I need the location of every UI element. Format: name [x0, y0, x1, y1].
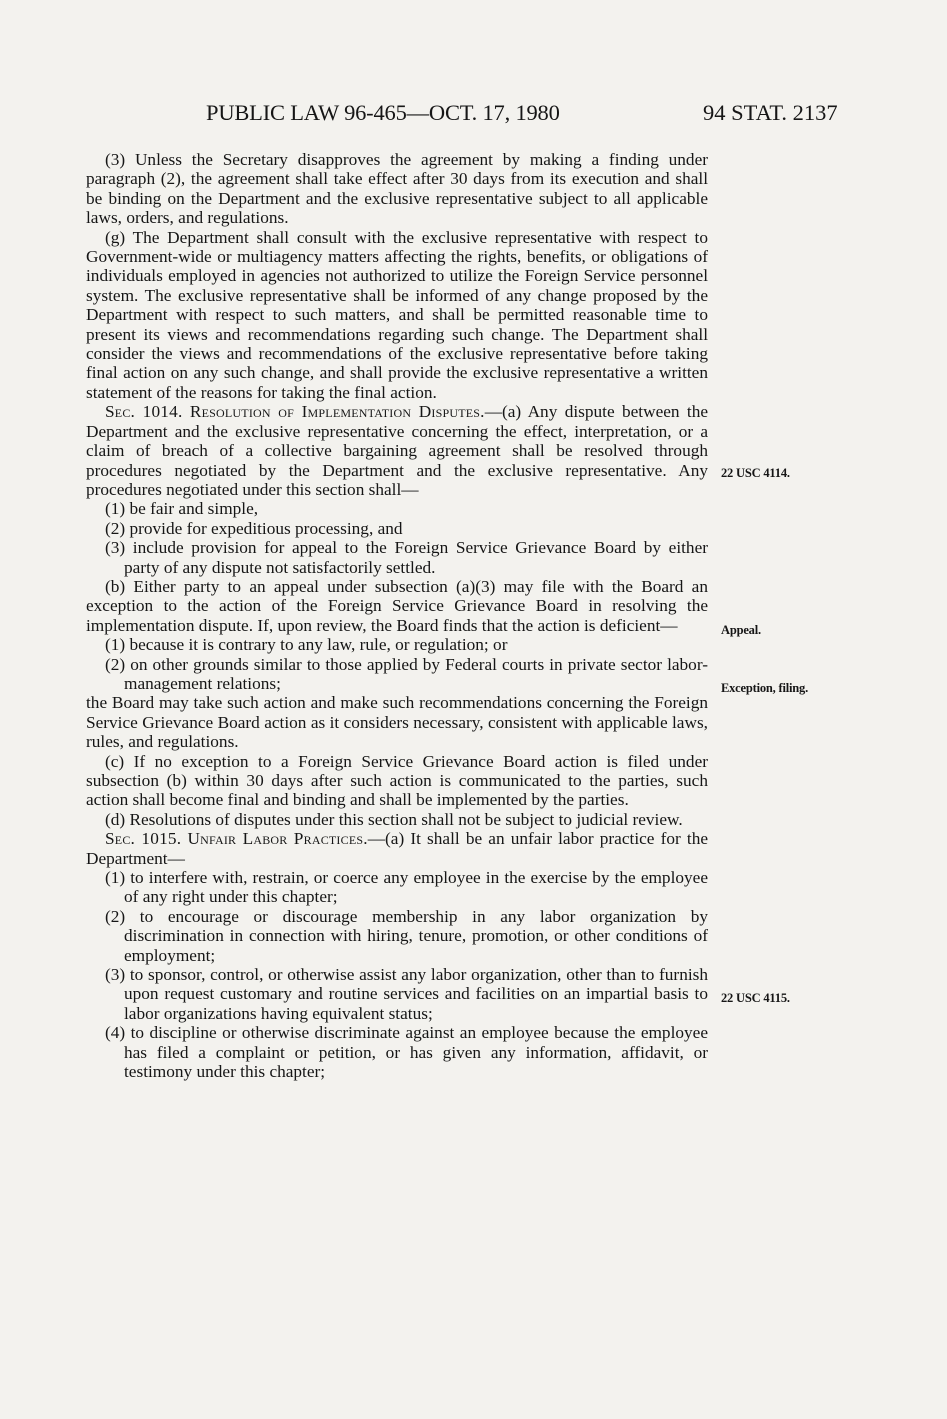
- paragraph-c: (c) If no exception to a Foreign Service Grievance Board action is filed under subsection (b) within 30 days after such action is communicated to the parties, such action shall become final and binding and shall be implemented by the parties.: [86, 751, 708, 810]
- section-1014: [86, 402, 708, 499]
- section-label: Sec. 1015.: [105, 829, 182, 849]
- margin-note-exception: Exception, filing.: [721, 681, 809, 695]
- list-item: (2) provide for expeditious processing, and: [105, 518, 403, 538]
- section-1015: [86, 829, 708, 868]
- section-heading: Unfair Labor Practices.: [187, 829, 368, 849]
- list-item: (3) to sponsor, control, or otherwise assist any labor organization, other than to furnish upon request customary and routine services and facilities on an impartial basis to labor organizations having equivalent status;: [105, 965, 708, 1023]
- paragraph-d: (d) Resolutions of disputes under this section shall not be subject to judicial review.: [105, 809, 683, 829]
- list-item: (2) on other grounds similar to those applied by Federal courts in private sector labor-management relations;: [105, 654, 708, 693]
- page-citation: 94 STAT. 2137: [703, 100, 838, 125]
- list-item: (4) to discipline or otherwise discriminate against an employee because the employee has filed a complaint or petition, or has given any information, affidavit, or testimony under this chapter;: [105, 1023, 708, 1082]
- paragraph-f3: (3) Unless the Secretary disapproves the agreement by making a finding under paragraph (2), the agreement shall take effect after 30 days from its execution and shall be binding on the Department and the exclusive representative subject to all applicable laws, orders, and regulations.: [86, 150, 708, 228]
- section-text: —(a) Any dispute between the Department and the exclusive representative concerning the effect, interpretation, or a claim of breach of a collective bargaining agreement shall be resolved through procedures negotiated by the Department and the exclusive representative. Any procedures negotiated under this section shall—: [86, 402, 709, 499]
- paragraph-b: (b) Either party to an appeal under subsection (a)(3) may file with the Board an exception to the action of the Foreign Service Grievance Board in resolving the implementation dispute. If, upon review, the Board finds that the action is deficient—: [86, 576, 708, 635]
- list-item: (3) include provision for appeal to the Foreign Service Grievance Board by either party of any dispute not satisfactorily settled.: [105, 538, 708, 577]
- margin-note-usc-4114: 22 USC 4114.: [721, 466, 790, 480]
- list-item: (1) because it is contrary to any law, rule, or regulation; or: [105, 635, 508, 655]
- list-item: (1) to interfere with, restrain, or coerce any employee in the exercise by the employee of any right under this chapter;: [105, 868, 708, 907]
- section-label: Sec. 1014.: [105, 402, 183, 422]
- paragraph-b-continuation: the Board may take such action and make such recommendations concerning the Foreign Service Grievance Board action as it considers necessary, consistent with applicable laws, rules, and regulations.: [86, 693, 708, 752]
- list-item: (2) to encourage or discourage membership in any labor organization by discrimination in connection with hiring, tenure, promotion, or other conditions of employment;: [105, 906, 708, 965]
- margin-note-usc-4115: 22 USC 4115.: [721, 991, 790, 1005]
- section-heading: Resolution of Implementation Disputes.: [189, 402, 485, 422]
- section-text: —(a) It shall be an unfair labor practice for the Department—: [86, 829, 708, 868]
- list-item: (1) be fair and simple,: [105, 499, 259, 519]
- margin-note-appeal: Appeal.: [721, 623, 761, 637]
- running-head-title: PUBLIC LAW 96-465—OCT. 17, 1980: [206, 100, 560, 125]
- paragraph-g: (g) The Department shall consult with the exclusive representative with respect to Government-wide or multiagency matters affecting the rights, benefits, or obligations of individuals employed in agencies not authorized to utilize the Foreign Service personnel system. The exclusive representative shall be informed of any change proposed by the Department with respect to such matters, and shall be permitted reasonable time to present its views and recommendations regarding such change. The Department shall consider the views and recommendations of the exclusive representative before taking final action on any such change, and shall provide the exclusive representative a written statement of the reasons for taking the final action.: [86, 227, 708, 402]
- statute-text: [86, 150, 708, 1082]
